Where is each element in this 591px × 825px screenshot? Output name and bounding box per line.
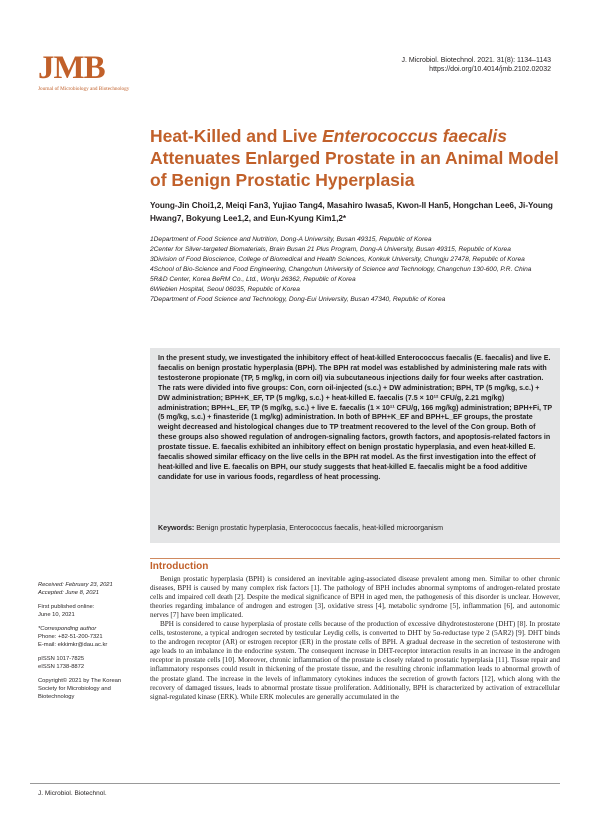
title-species: Enterococcus faecalis	[322, 126, 507, 146]
abstract-text: In the present study, we investigated the inhibitory effect of heat-killed Enterococcus faecalis (E. faecalis) and live E. faecalis on benign prostatic hyperplasia (BPH). The BPH rat model was established by administering male rats with testosterone propionate (TP, 5 mg/kg, in corn oil) via subcutaneous injections daily for four weeks after castration. The rats were divided into five groups: Con, corn oil-injected (s.c.) + DW administration; BPH, TP (5 mg/kg, s.c.) + DW administration; BPH+K_EF, TP (5 mg/kg, s.c.) + heat-killed E. faecalis (7.5 × 10¹² CFU/g, 2.21 mg/kg) administration; BPH+L_EF, TP (5 mg/kg, s.c.) + live E. faecalis (1 × 10¹¹ CFU/g, 166 mg/kg) administration; BPH+Fi, TP (5 mg/kg, s.c.) + finasteride (1 mg/kg) administration. In both of BPH+K_EF and BPH+L_EF groups, the prostate weight decreased and histological changes due to TP treatment recovered to the level of the Con group. Both of these groups also showed regulation of androgen-signaling factors, growth factors, and apoptosis-related factors in prostate tissue. E. faecalis exhibited an inhibitory effect on benign prostatic hyperplasia, and even heat-killed E. faecalis showed similar efficacy on the live cells in the BPH rat model. As the first investigation into the effect of heat-killed and live E. faecalis on BPH, our study suggests that heat-killed E. faecalis might be a food additive candidate for use in various foods, regardless of heat processing.	[158, 354, 552, 481]
affiliation: 7Department of Food Science and Technology, Dong-Eui University, Busan 47340, Republic of Korea	[150, 295, 446, 303]
logo-subtitle: Journal of Microbiology and Biotechnology	[38, 86, 130, 92]
affiliation: 1Department of Food Science and Nutrition, Dong-A University, Busan 49315, Republic of Korea	[150, 236, 432, 243]
email[interactable]: E-mail: ekkimkr@dau.ac.kr	[38, 641, 108, 648]
received-date: Received: February 23, 2021	[38, 582, 113, 588]
eissn: eISSN 1738-8872	[38, 663, 85, 670]
introduction-body	[150, 575, 560, 702]
footer-divider	[30, 783, 560, 784]
corresponding-label: *Corresponding author	[38, 626, 97, 633]
journal-reference	[401, 56, 551, 74]
doi-link[interactable]: https://doi.org/10.4014/jmb.2102.02032	[429, 66, 551, 73]
affiliation: 5R&D Center, Korea BeRM Co., Ltd., Wonju 26362, Republic of Korea	[150, 275, 356, 283]
logo-mark: JMB	[38, 50, 105, 86]
keywords-text: Benign prostatic hyperplasia, Enterococcus faecalis, heat-killed microorganism	[196, 524, 444, 532]
article-title	[150, 125, 560, 191]
section-divider	[150, 558, 560, 559]
accepted-date: Accepted: June 8, 2021	[38, 589, 99, 596]
affiliation: 4School of Bio-Science and Food Engineering, Changchun University of Science and Technology, Changchun 130-600, P.R. China	[150, 265, 532, 273]
phone: Phone: +82-51-200-7321	[38, 633, 103, 640]
pissn: pISSN 1017-7825	[38, 656, 85, 663]
abstract-box	[150, 348, 560, 543]
journal-logo	[38, 52, 158, 94]
author-list: Young-Jin Choi1,2, Meiqi Fan3, Yujiao Tang4, Masahiro Iwasa5, Kwon-Il Han5, Hongchan Lee6, Ji-Young Hwang7, Bokyung Lee1,2, and Eun-Kyung Kim1,2*	[150, 201, 553, 223]
affiliation: 2Center for Silver-targeted Biomaterials, Brain Busan 21 Plus Program, Dong-A University, Busan 49315, Republic of Korea	[150, 245, 511, 253]
citation: J. Microbiol. Biotechnol. 2021. 31(8): 1134–1143	[401, 57, 551, 64]
copyright: Copyright© 2021 by The Korean Society for Microbiology and Biotechnology	[38, 678, 122, 700]
keywords-label: Keywords:	[158, 524, 195, 532]
article-info-sidebar	[38, 582, 130, 701]
keywords	[158, 524, 552, 533]
affiliation: 3Division of Food Bioscience, College of Biomedical and Health Sciences, Konkuk University, Chungju 27478, Republic of Korea	[150, 255, 525, 263]
published-label: First published online:	[38, 604, 95, 611]
page-footer: J. Microbiol. Biotechnol.	[38, 790, 107, 797]
title-part1: Heat-Killed and Live	[150, 126, 323, 146]
affiliations	[150, 236, 560, 306]
affiliation: 6Wiebien Hospital, Seoul 06035, Republic of Korea	[150, 285, 300, 293]
paragraph: BPH is considered to cause hyperplasia of prostate cells because of the production of excessive dihydrotestosterone (DHT) [8]. In prostate cells, testosterone, a typical androgen secreted by testicular Leydig cells, is converted to DHT by 5α-reductase type 2 (5AR2) [9]. DHT binds to the androgen receptor (AR) or estrogen receptor (ER) in the prostate cells of BPH. A gradual decrease in the secretion of testosterone with age leads to an imbalance in the endocrine system. The consequent increase in DHT-receptor interaction results in an increase in the androgen receptor in prostate cells [10]. Moreover, chronic inflammation of the prostate is closely related to prostatic hyperplasia [11]. Tissue repair and inflammatory responses could result in thickening of the prostate tissue, and the resulting chronic inflammation leads to abnormal growth of the prostate gland. The increase in the levels of inflammatory cytokines induces the secretion of growth factors [12], which along with the recovery of damaged tissues, leads to abnormal prostate tissue proliferation. Additionally, BPH is characterized by activation of extracellular signal-regulated kinase (ERK). While ERK molecules are generally accumulated in the	[150, 620, 560, 701]
published-date: June 10, 2021	[38, 611, 75, 618]
title-part2: Attenuates Enlarged Prostate in an Animal Model of Benign Prostatic Hyperplasia	[150, 148, 559, 190]
section-heading: Introduction	[150, 561, 209, 572]
paragraph: Benign prostatic hyperplasia (BPH) is considered an inevitable aging-associated disease prevalent among men. Similar to other chronic diseases, BPH is caused by many complex risk factors [1]. The pathology of BPH includes abnormal symptoms of androgen-related prostate cells and impaired cell death [2]. Despite the medical significance of BPH in aged men, the pathogenesis of this disorder is unclear. However, theories regarding imbalance of androgen and estrogen [3], oxidative stress [4], metabolic syndrome [5], inflammation [6], and autonomic nerves [7] have been implicated.	[150, 575, 560, 620]
